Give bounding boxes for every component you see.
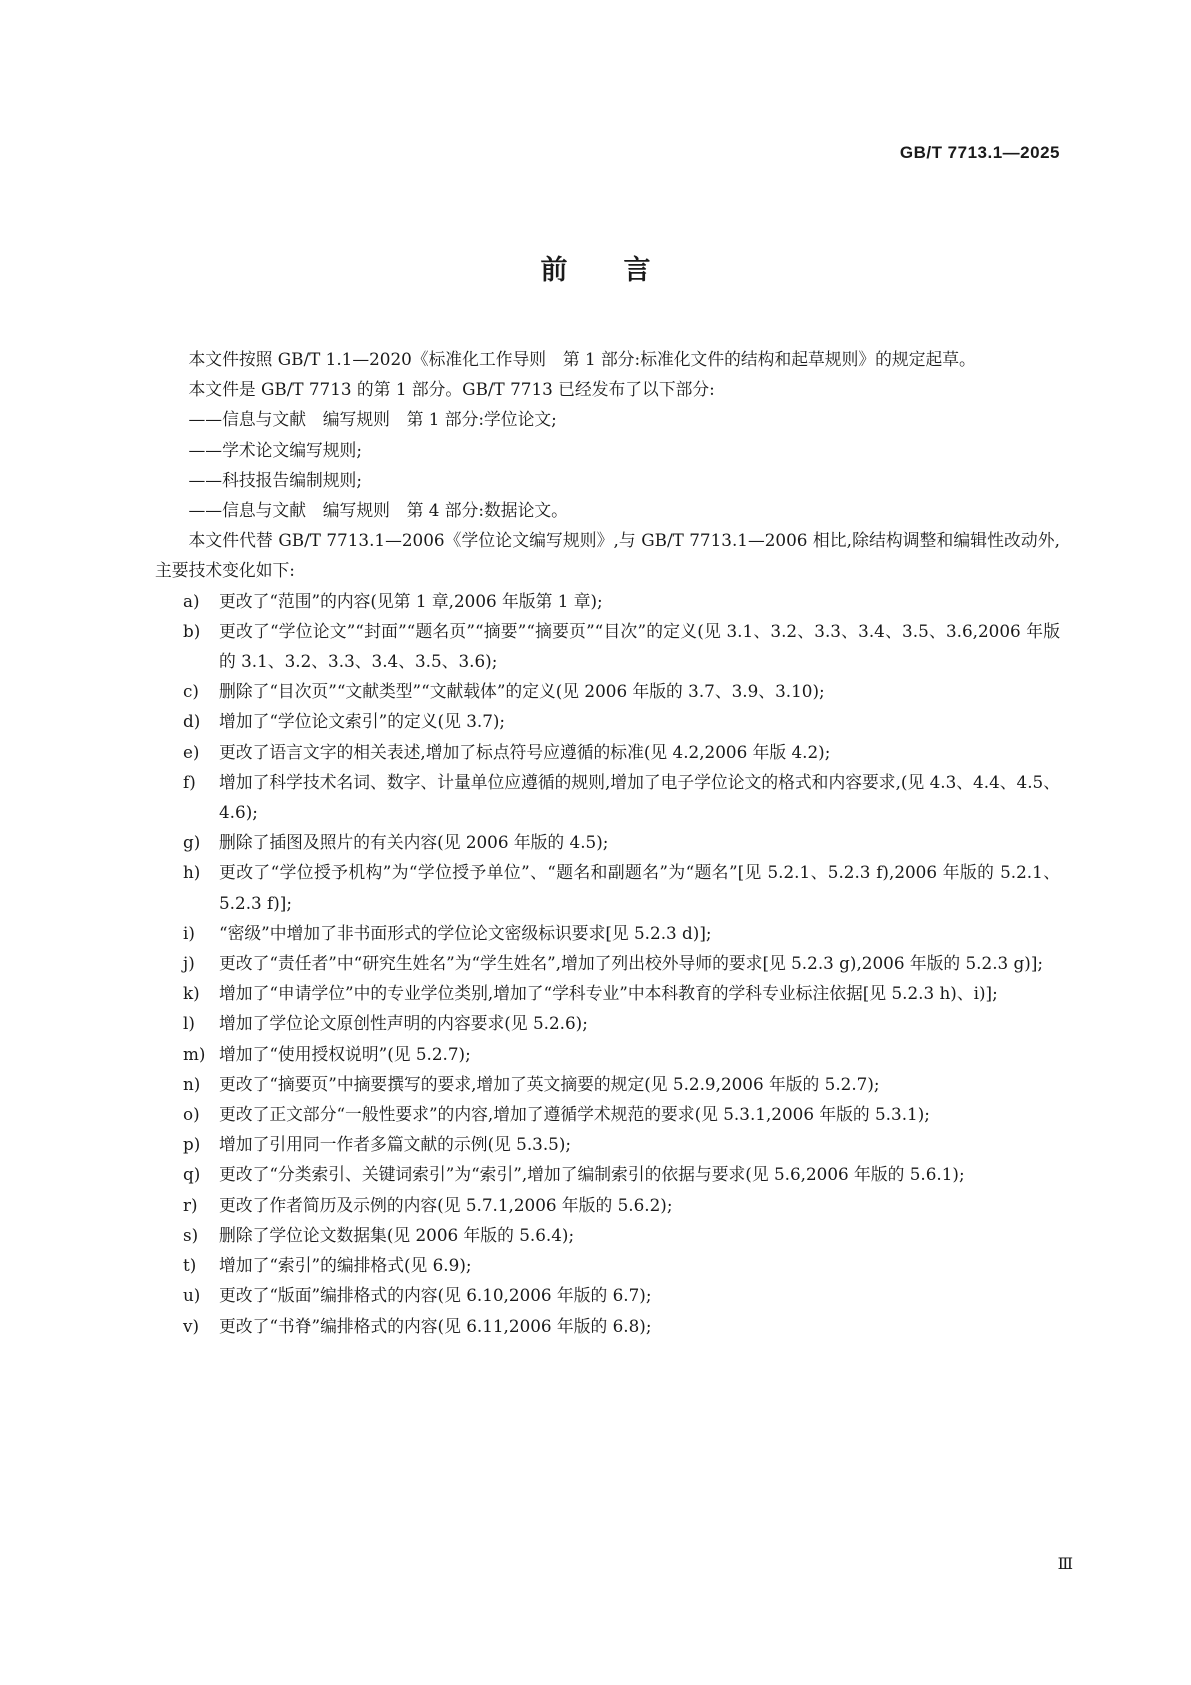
change-item-text: 增加了“使用授权说明”(见 5.2.7); bbox=[219, 1043, 471, 1064]
change-list-item bbox=[155, 1190, 1060, 1220]
change-item-label: r) bbox=[183, 1194, 198, 1215]
change-item-label: k) bbox=[183, 983, 200, 1004]
part-list-item: ——科技报告编制规则; bbox=[188, 469, 362, 490]
changes-list bbox=[155, 586, 1060, 1341]
part-list-item: ——信息与文献 编写规则 第 1 部分:学位论文; bbox=[188, 409, 557, 430]
change-item-text: 更改了正文部分“一般性要求”的内容,增加了遵循学术规范的要求(见 5.3.1,2006 年版的 5.3.1); bbox=[219, 1104, 930, 1125]
change-item-text: 更改了“版面”编排格式的内容(见 6.10,2006 年版的 6.7); bbox=[219, 1285, 652, 1306]
change-item-text: 删除了“目次页”“文献类型”“文献载体”的定义(见 2006 年版的 3.7、3.9、3.10); bbox=[219, 681, 825, 702]
change-list-item bbox=[155, 767, 1060, 827]
document-body bbox=[155, 344, 1060, 1341]
change-item-text: 更改了“摘要页”中摘要撰写的要求,增加了英文摘要的规定(见 5.2.9,2006 年版的 5.2.7); bbox=[219, 1073, 880, 1094]
change-list-item bbox=[155, 616, 1060, 676]
change-list-item bbox=[155, 706, 1060, 736]
change-item-label: v) bbox=[183, 1315, 200, 1336]
change-item-label: s) bbox=[183, 1224, 199, 1245]
change-list-item bbox=[155, 827, 1060, 857]
intro-paragraph-parts: 本文件是 GB/T 7713 的第 1 部分。GB/T 7713 已经发布了以下部分: bbox=[188, 379, 715, 400]
change-item-label: i) bbox=[183, 922, 195, 943]
change-item-text: 更改了“书脊”编排格式的内容(见 6.11,2006 年版的 6.8); bbox=[219, 1315, 652, 1336]
change-item-label: p) bbox=[183, 1134, 201, 1155]
change-item-label: e) bbox=[183, 741, 200, 762]
change-item-label: l) bbox=[183, 1013, 195, 1034]
intro-paragraph-drafting-rules: 本文件按照 GB/T 1.1—2020《标准化工作导则 第 1 部分:标准化文件的结构和起草规则》的规定起草。 bbox=[188, 349, 976, 369]
change-item-text: 更改了“责任者”中“研究生姓名”为“学生姓名”,增加了列出校外导师的要求[见 5.2.3 g),2006 年版的 5.2.3 g)]; bbox=[219, 953, 1044, 974]
change-list-item bbox=[155, 1099, 1060, 1129]
part-list-item: ——信息与文献 编写规则 第 4 部分:数据论文。 bbox=[188, 500, 568, 521]
change-item-label: j) bbox=[183, 953, 195, 974]
change-item-label: m) bbox=[183, 1043, 206, 1064]
change-item-text: 更改了语言文字的相关表述,增加了标点符号应遵循的标准(见 4.2,2006 年版 4.2); bbox=[219, 741, 831, 762]
change-item-label: n) bbox=[183, 1073, 201, 1094]
change-item-text: 更改了“学位论文”“封面”“题名页”“摘要”“摘要页”“目次”的定义(见 3.1、3.2、3.3、3.4、3.5、3.6,2006 年版的 3.1、3.2、3.3、3.4、3.5、3.6); bbox=[219, 620, 1060, 672]
change-item-text: 更改了“分类索引、关键词索引”为“索引”,增加了编制索引的依据与要求(见 5.6,2006 年版的 5.6.1); bbox=[219, 1164, 965, 1185]
change-list-item bbox=[155, 918, 1060, 948]
change-item-text: 增加了引用同一作者多篇文献的示例(见 5.3.5); bbox=[219, 1134, 572, 1155]
change-item-text: 更改了作者简历及示例的内容(见 5.7.1,2006 年版的 5.6.2); bbox=[219, 1194, 673, 1215]
change-list-item bbox=[155, 1008, 1060, 1038]
change-list-item bbox=[155, 1129, 1060, 1159]
change-list-item bbox=[155, 1311, 1060, 1341]
change-item-text: 更改了“学位授予机构”为“学位授予单位”、“题名和副题名”为“题名”[见 5.2.1、5.2.3 f),2006 年版的 5.2.1、5.2.3 f)]; bbox=[219, 862, 1060, 913]
standard-number: GB/T 7713.1—2025 bbox=[899, 143, 1060, 162]
change-item-text: 增加了科学技术名词、数字、计量单位应遵循的规则,增加了电子学位论文的格式和内容要求,(见 4.3、4.4、4.5、4.6); bbox=[219, 771, 1060, 823]
change-list-item bbox=[155, 1220, 1060, 1250]
change-list-item bbox=[155, 1039, 1060, 1069]
change-item-label: h) bbox=[183, 862, 201, 883]
change-item-text: “密级”中增加了非书面形式的学位论文密级标识要求[见 5.2.3 d)]; bbox=[219, 922, 712, 943]
change-item-label: a) bbox=[183, 590, 200, 611]
change-list-item bbox=[155, 857, 1060, 917]
page-title: 前言 bbox=[540, 255, 707, 286]
change-list-item bbox=[155, 1250, 1060, 1280]
change-item-label: t) bbox=[183, 1255, 197, 1276]
change-item-label: u) bbox=[183, 1285, 201, 1306]
part-list-item: ——学术论文编写规则; bbox=[188, 439, 362, 460]
change-item-label: o) bbox=[183, 1104, 200, 1125]
change-list-item bbox=[155, 978, 1060, 1008]
change-list-item bbox=[155, 1069, 1060, 1099]
parts-list bbox=[155, 404, 1060, 525]
change-list-item bbox=[155, 737, 1060, 767]
change-item-text: 增加了学位论文原创性声明的内容要求(见 5.2.6); bbox=[219, 1013, 588, 1034]
change-item-text: 增加了“学位论文索引”的定义(见 3.7); bbox=[219, 711, 506, 732]
change-item-label: d) bbox=[183, 711, 201, 732]
change-item-label: b) bbox=[183, 620, 201, 641]
change-item-label: f) bbox=[183, 771, 196, 792]
page-number: Ⅲ bbox=[1057, 1554, 1073, 1573]
change-item-text: 增加了“申请学位”中的专业学位类别,增加了“学科专业”中本科教育的学科专业标注依据[见 5.2.3 h)、i)]; bbox=[219, 983, 998, 1004]
change-item-label: g) bbox=[183, 832, 201, 853]
change-list-item bbox=[155, 1159, 1060, 1189]
replacement-paragraph: 本文件代替 GB/T 7713.1—2006《学位论文编写规则》,与 GB/T 7713.1—2006 相比,除结构调整和编辑性改动外,主要技术变化如下: bbox=[155, 530, 1060, 581]
change-item-label: c) bbox=[183, 681, 199, 702]
change-list-item bbox=[155, 586, 1060, 616]
change-item-label: q) bbox=[183, 1164, 201, 1185]
change-list-item bbox=[155, 676, 1060, 706]
change-item-text: 删除了学位论文数据集(见 2006 年版的 5.6.4); bbox=[219, 1224, 575, 1245]
change-list-item bbox=[155, 1280, 1060, 1310]
change-item-text: 更改了“范围”的内容(见第 1 章,2006 年版第 1 章); bbox=[219, 590, 603, 611]
change-item-text: 增加了“索引”的编排格式(见 6.9); bbox=[219, 1255, 472, 1276]
change-item-text: 删除了插图及照片的有关内容(见 2006 年版的 4.5); bbox=[219, 832, 609, 853]
change-list-item bbox=[155, 948, 1060, 978]
